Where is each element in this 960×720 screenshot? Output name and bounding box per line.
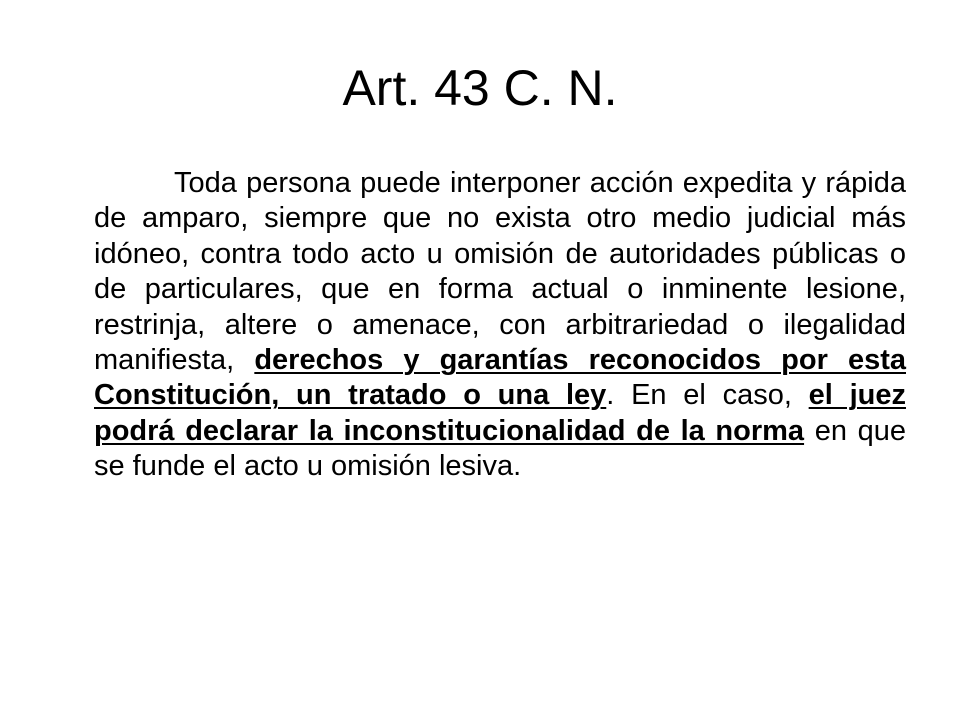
paragraph-text-2: . En el caso, [606,379,809,412]
paragraph-text-3: en que se funde el acto u omisión lesiva. [94,414,906,483]
emphasis-judge-unconstitutionality: el juez podrá declarar la inconstitucionalidad de la norma [94,379,906,447]
article-paragraph [94,166,906,485]
slide-title: Art. 43 C. N. [342,60,618,116]
paragraph-text-1: Toda persona puede interponer acción expedita y rápida de amparo, siempre que no exista otro medio judicial más idóneo, contra todo acto u omisión de autoridades públicas o de particulares, que en forma actual o inminente lesione, restrinja, altere o amenace, con arbitrariedad o ilegalidad manifiesta, [94,167,906,377]
emphasis-rights-guarantees: derechos y garantías reconocidos por esta Constitución, un tratado o una ley [94,344,906,412]
